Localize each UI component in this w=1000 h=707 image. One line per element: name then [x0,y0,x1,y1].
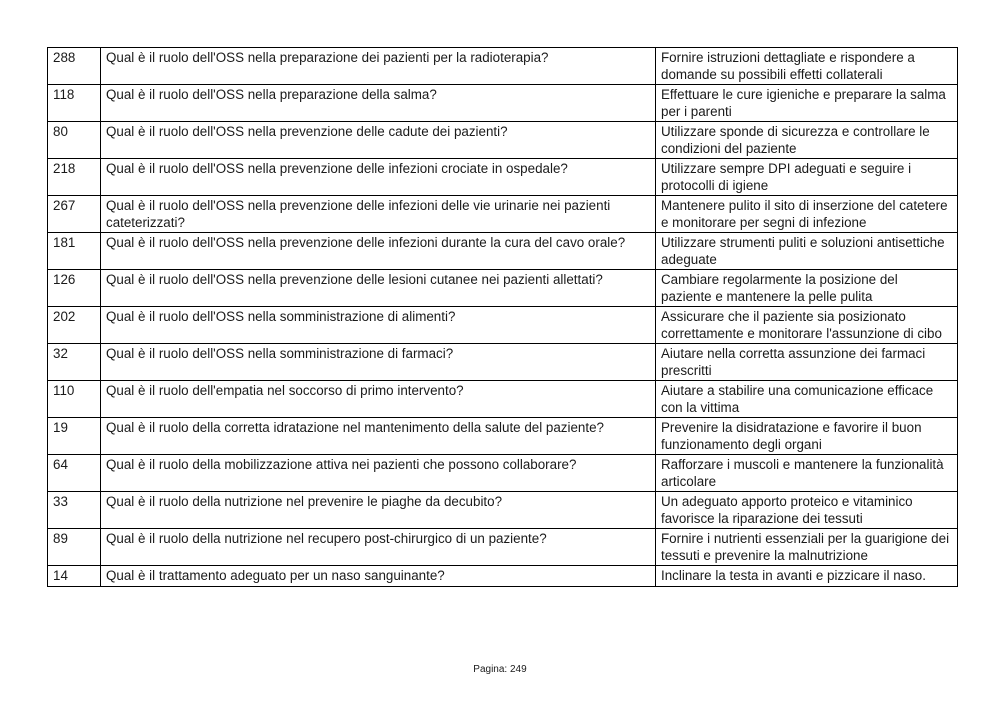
table-row [48,344,958,381]
table-row [48,159,958,196]
page-number: Pagina: 249 [473,664,527,675]
answer-cell: Un adeguato apporto proteico e vitaminico favorisce la riparazione dei tessuti [656,492,958,529]
answer-cell: Prevenire la disidratazione e favorire il buon funzionamento degli organi [656,418,958,455]
question-id-cell: 110 [48,381,101,418]
question-cell: Qual è il ruolo dell'OSS nella prevenzione delle cadute dei pazienti? [101,122,656,159]
answer-cell: Mantenere pulito il sito di inserzione del catetere e monitorare per segni di infezione [656,196,958,233]
question-id-cell: 19 [48,418,101,455]
question-id-cell: 267 [48,196,101,233]
question-cell: Qual è il trattamento adeguato per un naso sanguinante? [101,566,656,587]
question-id-cell: 64 [48,455,101,492]
table-row [48,196,958,233]
question-id-cell: 80 [48,122,101,159]
answer-cell: Utilizzare sempre DPI adeguati e seguire i protocolli di igiene [656,159,958,196]
table-row [48,270,958,307]
question-cell: Qual è il ruolo dell'empatia nel soccorso di primo intervento? [101,381,656,418]
table-row [48,381,958,418]
table-row [48,233,958,270]
answer-cell: Utilizzare strumenti puliti e soluzioni antisettiche adeguate [656,233,958,270]
table-row [48,48,958,85]
question-id-cell: 288 [48,48,101,85]
table-row [48,566,958,587]
answer-cell: Inclinare la testa in avanti e pizzicare il naso. [656,566,958,587]
table-row [48,492,958,529]
question-id-cell: 14 [48,566,101,587]
question-cell: Qual è il ruolo dell'OSS nella prevenzione delle lesioni cutanee nei pazienti allettati? [101,270,656,307]
answer-cell: Fornire i nutrienti essenziali per la guarigione dei tessuti e prevenire la malnutrizione [656,529,958,566]
question-cell: Qual è il ruolo della nutrizione nel prevenire le piaghe da decubito? [101,492,656,529]
table-row [48,418,958,455]
table-row [48,307,958,344]
question-cell: Qual è il ruolo dell'OSS nella prevenzione delle infezioni crociate in ospedale? [101,159,656,196]
answer-cell: Fornire istruzioni dettagliate e rispondere a domande su possibili effetti collaterali [656,48,958,85]
question-cell: Qual è il ruolo dell'OSS nella prevenzione delle infezioni durante la cura del cavo orale? [101,233,656,270]
question-id-cell: 218 [48,159,101,196]
answer-cell: Cambiare regolarmente la posizione del paziente e mantenere la pelle pulita [656,270,958,307]
question-id-cell: 118 [48,85,101,122]
question-id-cell: 33 [48,492,101,529]
question-id-cell: 202 [48,307,101,344]
question-id-cell: 89 [48,529,101,566]
question-id-cell: 32 [48,344,101,381]
question-id-cell: 126 [48,270,101,307]
table-row [48,85,958,122]
question-id-cell: 181 [48,233,101,270]
qa-table [47,47,958,587]
answer-cell: Effettuare le cure igieniche e preparare la salma per i parenti [656,85,958,122]
table-row [48,529,958,566]
answer-cell: Rafforzare i muscoli e mantenere la funzionalità articolare [656,455,958,492]
table-row [48,455,958,492]
answer-cell: Aiutare a stabilire una comunicazione efficace con la vittima [656,381,958,418]
table-row [48,122,958,159]
answer-cell: Aiutare nella corretta assunzione dei farmaci prescritti [656,344,958,381]
question-cell: Qual è il ruolo dell'OSS nella preparazione della salma? [101,85,656,122]
question-cell: Qual è il ruolo della corretta idratazione nel mantenimento della salute del paziente? [101,418,656,455]
question-cell: Qual è il ruolo dell'OSS nella prevenzione delle infezioni delle vie urinarie nei pazienti cateterizzati? [101,196,656,233]
question-cell: Qual è il ruolo dell'OSS nella preparazione dei pazienti per la radioterapia? [101,48,656,85]
answer-cell: Utilizzare sponde di sicurezza e controllare le condizioni del paziente [656,122,958,159]
question-cell: Qual è il ruolo dell'OSS nella somministrazione di alimenti? [101,307,656,344]
question-cell: Qual è il ruolo dell'OSS nella somministrazione di farmaci? [101,344,656,381]
question-cell: Qual è il ruolo della nutrizione nel recupero post-chirurgico di un paziente? [101,529,656,566]
qa-table-body [48,48,958,587]
answer-cell: Assicurare che il paziente sia posizionato correttamente e monitorare l'assunzione di cibo [656,307,958,344]
question-cell: Qual è il ruolo della mobilizzazione attiva nei pazienti che possono collaborare? [101,455,656,492]
